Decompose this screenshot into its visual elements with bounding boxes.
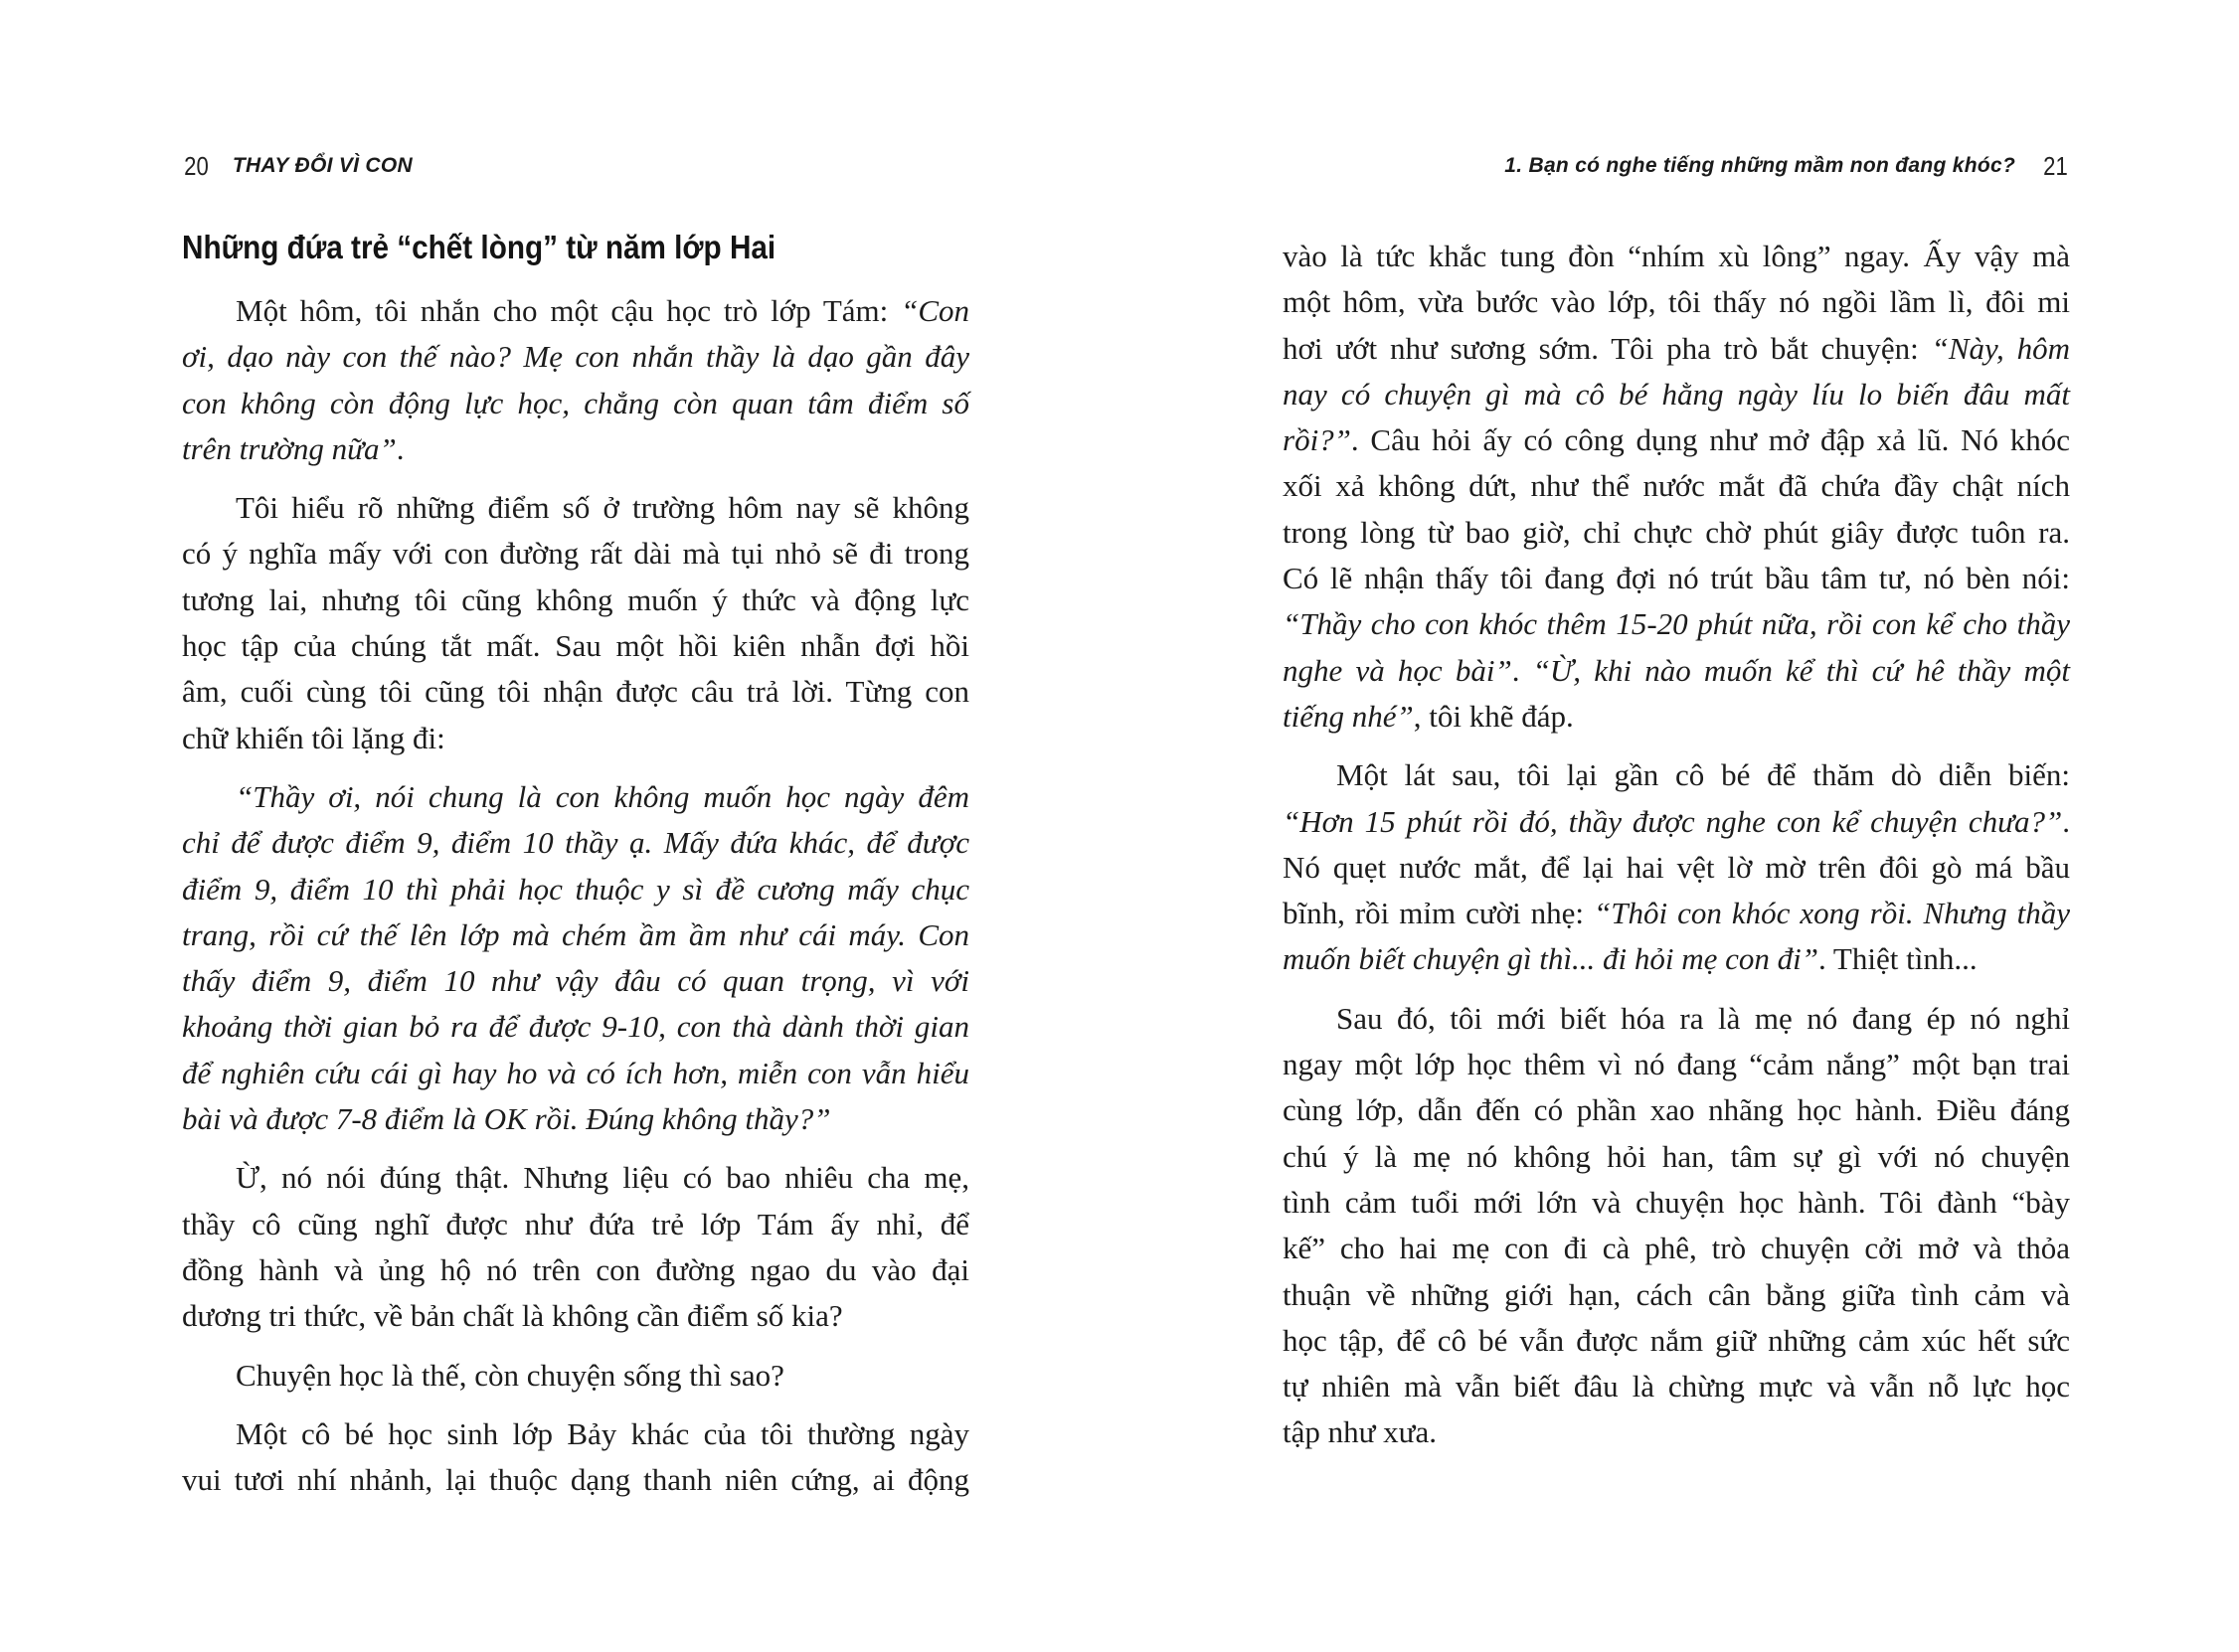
text-line xyxy=(1283,1226,2070,1271)
text-run: bĩnh, rồi mỉm cười nhẹ: xyxy=(1283,896,1595,931)
body-text xyxy=(1283,234,2070,1469)
text-line xyxy=(1283,1409,2070,1455)
text-run: tập như xưa. xyxy=(1283,1414,1437,1450)
text-line xyxy=(182,426,969,472)
paragraph xyxy=(182,774,969,1142)
text-line xyxy=(1283,601,2070,647)
italic-text: chỉ để được điểm 9, điểm 10 thầy ạ. Mấy đứa khác, để được xyxy=(182,825,969,861)
text-line xyxy=(1283,1272,2070,1318)
italic-text: “Thầy cho con khóc thêm 15-20 phút nữa, rồi con kể cho thầy xyxy=(1283,606,2070,642)
page-number: 20 xyxy=(184,150,209,181)
text-line xyxy=(182,623,969,669)
text-run: chú ý là mẹ nó không hỏi han, tâm sự gì với nó chuyện xyxy=(1283,1138,2070,1174)
text-run: . Thiệt tình... xyxy=(1817,941,1978,977)
text-line xyxy=(1283,996,2070,1042)
text-run: Một lát sau, tôi lại gần cô bé để thăm dò diễn biến: xyxy=(1336,757,2070,793)
text-line xyxy=(1283,510,2070,556)
text-run: . xyxy=(2062,803,2070,839)
paragraph xyxy=(1283,996,2070,1456)
book-title: THAY ĐỔI VÌ CON xyxy=(232,154,413,177)
italic-text: “Con xyxy=(901,293,969,328)
text-line xyxy=(182,1202,969,1247)
text-run: Một hôm, tôi nhắn cho một cậu học trò lớp Tám: xyxy=(236,293,902,328)
italic-text: thấy điểm 9, điểm 10 như vậy đâu có quan trọng, vì với xyxy=(182,963,969,999)
italic-text: “Hơn 15 phút rồi đó, thầy được nghe con kể chuyện chưa?” xyxy=(1283,803,2063,839)
text-run: trong lòng từ bao giờ, chỉ chực chờ phút giây được tuôn ra. xyxy=(1283,514,2070,550)
text-line xyxy=(1283,799,2070,845)
text-run: dương tri thức, về bản chất là không cần điểm số kia? xyxy=(182,1298,843,1334)
text-line xyxy=(1283,694,2070,740)
text-line xyxy=(182,381,969,426)
text-line xyxy=(182,820,969,866)
italic-text: con không còn động lực học, chẳng còn quan tâm điểm số xyxy=(182,385,969,420)
text-run: kế” cho hai mẹ con đi cà phê, trò chuyện cởi mở và thỏa xyxy=(1283,1231,2070,1266)
italic-text: nghe và học bài” xyxy=(1283,652,1512,688)
paragraph xyxy=(182,485,969,761)
text-line xyxy=(182,958,969,1004)
text-run: Một cô bé học sinh lớp Bảy khác của tôi thường ngày xyxy=(236,1415,969,1451)
text-line xyxy=(182,578,969,623)
text-line xyxy=(1283,936,2070,982)
text-line xyxy=(182,1155,969,1201)
text-run: tự nhiên mà vẫn biết đâu là chừng mực và vẫn nỗ lực học xyxy=(1283,1369,2070,1404)
text-line xyxy=(1283,1364,2070,1409)
italic-text: “Thôi con khóc xong rồi. Nhưng thầy xyxy=(1594,896,2071,931)
text-run: Có lẽ nhận thấy tôi đang đợi nó trút bầu tâm tư, nó bèn nói: xyxy=(1283,561,2070,596)
text-line xyxy=(1283,556,2070,601)
italic-text: trang, rồi cứ thế lên lớp mà chém ầm ầm như cái máy. Con xyxy=(182,916,969,952)
text-run: , tôi khẽ đáp. xyxy=(1413,698,1574,734)
italic-text: khoảng thời gian bỏ ra để được 9-10, con thà dành thời gian xyxy=(182,1009,969,1045)
text-run: hơi ướt như sương sớm. Tôi pha trò bắt chuyện: xyxy=(1283,330,1932,366)
text-run: Sau đó, tôi mới biết hóa ra là mẹ nó đang ép nó nghỉ xyxy=(1336,1000,2070,1036)
text-line xyxy=(1283,417,2070,463)
text-run: có ý nghĩa mấy với con đường rất dài mà tụi nhỏ sẽ đi trong xyxy=(182,536,969,572)
italic-text: trên trường nữa” xyxy=(182,430,397,466)
chapter-title: 1. Bạn có nghe tiếng những mầm non đang khóc? xyxy=(1504,154,2016,177)
text-line xyxy=(182,669,969,715)
text-run: chữ khiến tôi lặng đi: xyxy=(182,720,445,755)
text-run: học tập, để cô bé vẫn được nắm giữ những cảm xúc hết sức xyxy=(1283,1322,2070,1358)
running-head xyxy=(182,149,969,183)
text-line xyxy=(182,1457,969,1503)
text-line xyxy=(1283,1134,2070,1180)
italic-text: ơi, dạo này con thế nào? Mẹ con nhắn thầy là dạo gần đây xyxy=(182,339,969,375)
italic-text: muốn biết chuyện gì thì... đi hỏi mẹ con đi” xyxy=(1283,941,1818,977)
text-run: . xyxy=(396,430,405,466)
text-run: thầy cô cũng nghĩ được như đứa trẻ lớp Tám ấy nhỉ, để xyxy=(182,1206,969,1241)
italic-text: rồi?” xyxy=(1283,422,1351,458)
text-line xyxy=(182,1353,969,1399)
italic-text: “Thầy ơi, nói chung là con không muốn học ngày đêm xyxy=(236,778,969,814)
italic-text: “Này, hôm xyxy=(1931,330,2070,366)
text-line xyxy=(182,774,969,820)
text-run: . Câu hỏi ấy có công dụng như mở đập xả lũ. Nó khóc xyxy=(1350,422,2070,458)
text-line xyxy=(182,1096,969,1142)
text-line xyxy=(1283,648,2070,694)
italic-text: tiếng nhé” xyxy=(1283,698,1414,734)
text-run: Chuyện học là thế, còn chuyện sống thì sao? xyxy=(236,1357,784,1393)
text-run: vui tươi nhí nhảnh, lại thuộc dạng thanh niên cứng, ai động xyxy=(182,1462,969,1498)
italic-text: điểm 9, điểm 10 thì phải học thuộc y sì đề cương mấy chục xyxy=(182,871,969,907)
text-line xyxy=(1283,463,2070,509)
paragraph xyxy=(182,1411,969,1504)
text-line xyxy=(1283,234,2070,279)
text-run: học tập của chúng tắt mất. Sau một hồi kiên nhẫn đợi hồi xyxy=(182,628,969,664)
text-line xyxy=(182,1293,969,1339)
body-text xyxy=(182,288,969,1516)
text-line xyxy=(182,912,969,958)
text-line xyxy=(1283,1180,2070,1226)
text-run: tương lai, nhưng tôi cũng không muốn ý thức và động lực xyxy=(182,581,969,617)
text-line xyxy=(182,1051,969,1096)
running-head xyxy=(1283,149,2070,183)
text-line xyxy=(1283,891,2070,936)
text-run: Tôi hiểu rõ những điểm số ở trường hôm nay sẽ không xyxy=(236,490,969,526)
italic-text: bài và được 7-8 điểm là OK rồi. Đúng không thầy?” xyxy=(182,1101,831,1137)
paragraph xyxy=(1283,234,2070,740)
italic-text: để nghiên cứu cái gì hay ho và có ích hơn, miễn con vẫn hiểu xyxy=(182,1055,969,1090)
italic-text: “Ừ, khi nào muốn kể thì cứ hê thầy một xyxy=(1532,652,2070,688)
text-run: . xyxy=(1511,652,1533,688)
text-run: thuận về những giới hạn, cách cân bằng giữa tình cảm và xyxy=(1283,1276,2070,1312)
text-run: vào là tức khắc tung đòn “nhím xù lông” ngay. Ấy vậy mà xyxy=(1283,239,2070,273)
text-line xyxy=(1283,372,2070,417)
text-run: ngay một lớp học thêm vì nó đang “cảm nắng” một bạn trai xyxy=(1283,1047,2070,1082)
text-line xyxy=(182,716,969,761)
section-heading: Những đứa trẻ “chết lòng” từ năm lớp Hai xyxy=(182,229,776,265)
text-line xyxy=(1283,1042,2070,1087)
italic-text: nay có chuyện gì mà cô bé hằng ngày líu lo biến đâu mất xyxy=(1283,376,2070,412)
text-line xyxy=(182,485,969,531)
text-run: cùng lớp, dẫn đến có phần xao nhãng học hành. Điều đáng xyxy=(1283,1092,2070,1128)
text-run: âm, cuối cùng tôi cũng tôi nhận được câu trả lời. Từng con xyxy=(182,674,969,710)
text-line xyxy=(182,334,969,380)
text-line xyxy=(182,531,969,577)
text-run: xối xả không dứt, như thể nước mắt đã chứa đầy chật ních xyxy=(1283,468,2070,504)
text-run: đồng hành và ủng hộ nó trên con đường ngao du vào đại xyxy=(182,1251,969,1287)
text-line xyxy=(1283,279,2070,325)
text-run: Ừ, nó nói đúng thật. Nhưng liệu có bao nhiêu cha mẹ, xyxy=(236,1160,969,1196)
text-run: tình cảm tuổi mới lớn và chuyện học hành. Tôi đành “bày xyxy=(1283,1184,2070,1220)
text-line xyxy=(182,867,969,912)
text-line xyxy=(182,1247,969,1293)
text-line xyxy=(1283,752,2070,798)
text-line xyxy=(182,1411,969,1457)
text-line xyxy=(1283,845,2070,891)
paragraph xyxy=(182,288,969,472)
paragraph xyxy=(182,1353,969,1399)
page-number: 21 xyxy=(2043,150,2068,181)
text-line xyxy=(1283,1087,2070,1133)
text-line xyxy=(182,1004,969,1050)
text-line xyxy=(1283,326,2070,372)
text-run: một hôm, vừa bước vào lớp, tôi thấy nó ngồi lầm lì, đôi mi xyxy=(1283,284,2070,320)
paragraph xyxy=(1283,752,2070,982)
paragraph xyxy=(182,1155,969,1339)
text-run: Nó quẹt nước mắt, để lại hai vệt lờ mờ trên đôi gò má bầu xyxy=(1283,849,2070,885)
text-line xyxy=(1283,1318,2070,1364)
text-line xyxy=(182,288,969,334)
